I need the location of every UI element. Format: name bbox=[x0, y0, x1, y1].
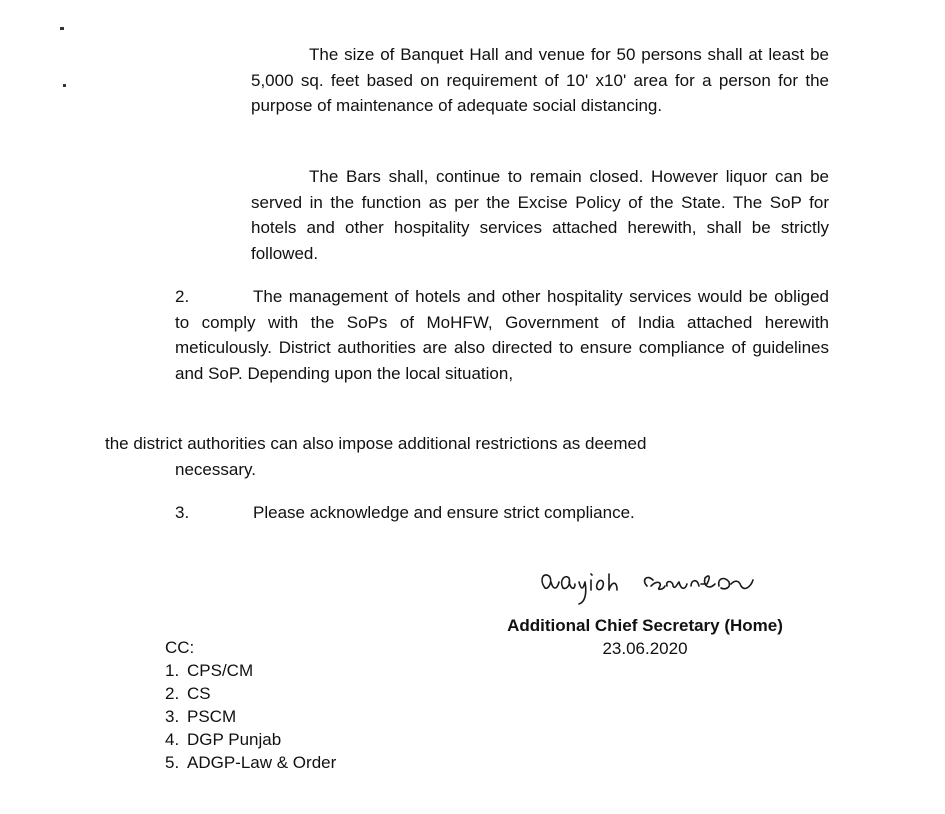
cc-item bbox=[165, 751, 336, 774]
paragraph-banquet-hall: The size of Banquet Hall and venue for 50 persons shall at least be 5,000 sq. feet based on requirement of 10' x10' area for a person for the purpose of maintenance of adequate social distancing. bbox=[251, 45, 829, 115]
continued-line: necessary. bbox=[175, 459, 256, 479]
punch-mark bbox=[63, 84, 66, 87]
cc-item-text: PSCM bbox=[187, 707, 237, 726]
cc-item-number: 5. bbox=[165, 753, 180, 772]
cc-item-number: 3. bbox=[165, 707, 180, 726]
continued-line: the district authorities can also impose additional restrictions as deemed bbox=[105, 434, 647, 453]
paragraph-item-2 bbox=[175, 284, 829, 386]
cc-item-text: CS bbox=[187, 684, 211, 703]
cc-item-text: ADGP-Law & Order bbox=[187, 753, 337, 772]
cc-item-text: CPS/CM bbox=[187, 661, 254, 680]
signature-block bbox=[460, 614, 830, 660]
paragraph-item-2-continued bbox=[105, 431, 829, 482]
cc-item-number: 1. bbox=[165, 661, 180, 680]
paragraph-bars: The Bars shall, continue to remain closed. However liquor can be served in the function as per the Excise Policy of the State. The SoP for hotels and other hospitality services attached herewith, shall be strictly followed. bbox=[251, 167, 829, 263]
cc-item bbox=[165, 705, 336, 728]
cc-list bbox=[165, 636, 336, 774]
cc-item bbox=[165, 682, 336, 705]
cc-item bbox=[165, 659, 336, 682]
cc-item-number: 4. bbox=[165, 730, 180, 749]
handwritten-signature bbox=[535, 560, 835, 610]
paragraph-item-3 bbox=[175, 500, 635, 525]
signatory-title: Additional Chief Secretary (Home) bbox=[507, 616, 783, 635]
item-number: 3. bbox=[175, 503, 190, 522]
cc-item-number: 2. bbox=[165, 684, 180, 703]
item-text: Please acknowledge and ensure strict compliance. bbox=[253, 503, 635, 522]
cc-item bbox=[165, 728, 336, 751]
item-text: The management of hotels and other hospitality services would be obliged to comply with the SoPs of MoHFW, Government of India attached herewith meticulously. District authorities are also directed to ensure compliance of guidelines and SoP. Depending upon the local situation, bbox=[175, 287, 829, 383]
item-number: 2. bbox=[175, 287, 190, 306]
cc-label: CC: bbox=[165, 638, 195, 657]
punch-mark bbox=[60, 27, 64, 30]
signature-date: 23.06.2020 bbox=[602, 639, 688, 658]
cc-item-text: DGP Punjab bbox=[187, 730, 282, 749]
